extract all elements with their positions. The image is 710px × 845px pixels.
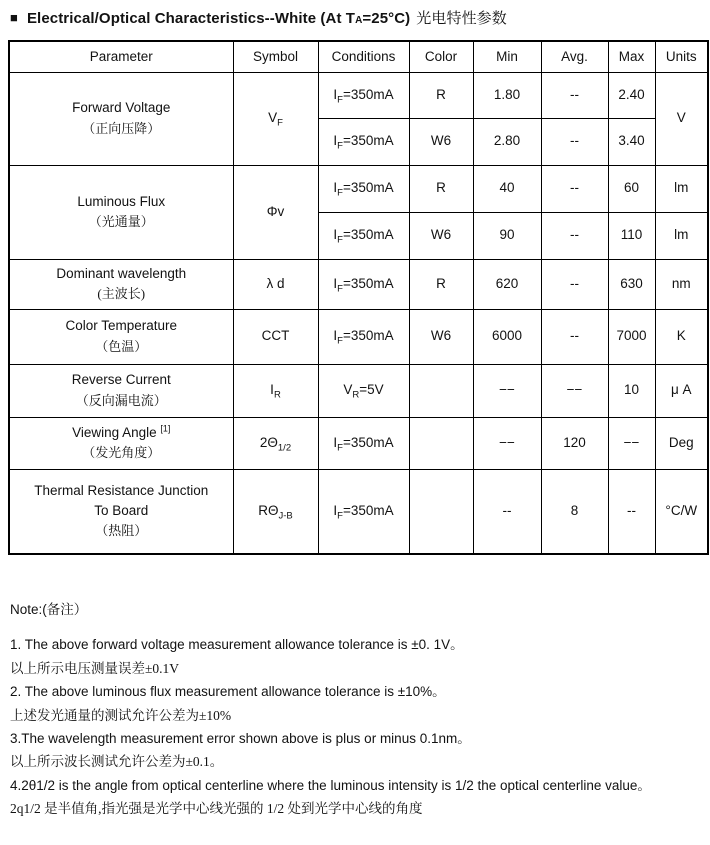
condition: $V_R=5V$ xyxy=(318,364,409,417)
title-subscript-a: A xyxy=(355,15,363,26)
condition: $I_F=350mA$ xyxy=(318,309,409,364)
table-body xyxy=(9,72,708,554)
section-title-text: Electrical/Optical Characteristics--White (At T xyxy=(26,10,356,27)
symbol-ir: $I_R$ xyxy=(233,364,318,417)
max-value: 10 xyxy=(608,364,655,417)
param-thermal-resistance: Thermal Resistance Junction To Board （热阻） xyxy=(9,469,233,554)
max-value: 7000 xyxy=(608,309,655,364)
section-bullet-icon: ■ xyxy=(10,10,18,25)
min-value: −− xyxy=(473,417,541,469)
avg-value: -- xyxy=(541,165,608,212)
note-line: 2. The above luminous flux measurement allowance tolerance is ±10%。 xyxy=(10,684,446,700)
min-value: −− xyxy=(473,364,541,417)
avg-value: -- xyxy=(541,118,608,165)
units-value: K xyxy=(655,309,708,364)
color-bin: R xyxy=(409,72,473,118)
table-row xyxy=(9,469,708,554)
table-row xyxy=(9,72,708,118)
max-value: 60 xyxy=(608,165,655,212)
min-value: 2.80 xyxy=(473,118,541,165)
color-bin: W6 xyxy=(409,309,473,364)
col-header-min: Min xyxy=(473,41,541,72)
units-value: nm xyxy=(655,259,708,309)
param-luminous-flux: Luminous Flux （光通量） xyxy=(9,165,233,259)
units-value: °C/W xyxy=(655,469,708,554)
note-line: 以上所示波长测试允许公差为±0.1。 xyxy=(10,754,224,770)
symbol-rtheta-jb: $R\Theta_{J-B}$ xyxy=(233,469,318,554)
max-value: 630 xyxy=(608,259,655,309)
symbol-lambda-d: λ d xyxy=(233,259,318,309)
units-value: V xyxy=(655,72,708,165)
avg-value: -- xyxy=(541,259,608,309)
condition: $I_F=350mA$ xyxy=(318,212,409,259)
col-header-avg: Avg. xyxy=(541,41,608,72)
color-bin xyxy=(409,417,473,469)
color-bin: R xyxy=(409,259,473,309)
symbol-2theta: $2\Theta_{1/2}$ xyxy=(233,417,318,469)
color-bin: R xyxy=(409,165,473,212)
condition: $I_F=350mA$ xyxy=(318,259,409,309)
param-reverse-current: Reverse Current （反向漏电流） xyxy=(9,364,233,417)
max-value: 110 xyxy=(608,212,655,259)
symbol-phiv: Φv xyxy=(233,165,318,259)
avg-value: 120 xyxy=(541,417,608,469)
condition: $I_F=350mA$ xyxy=(318,72,409,118)
max-value: -- xyxy=(608,469,655,554)
condition: $I_F=350mA$ xyxy=(318,469,409,554)
avg-value: -- xyxy=(541,212,608,259)
min-value: 90 xyxy=(473,212,541,259)
note-line: 2q1/2 是半值角,指光强是光学中心线光强的 1/2 处到光学中心线的角度 xyxy=(10,801,423,817)
note-line: 1. The above forward voltage measurement allowance tolerance is ±0. 1V。 xyxy=(10,637,464,653)
note-line: 上述发光通量的测试允许公差为±10% xyxy=(10,707,232,723)
section-title xyxy=(10,7,507,28)
table-head xyxy=(9,41,708,72)
min-value: 40 xyxy=(473,165,541,212)
notes-section xyxy=(10,598,704,821)
param-color-temperature: Color Temperature （色温） xyxy=(9,309,233,364)
avg-value: -- xyxy=(541,72,608,118)
notes-heading: Note:(备注） xyxy=(10,602,88,617)
color-bin: W6 xyxy=(409,118,473,165)
col-header-max: Max xyxy=(608,41,655,72)
condition: $I_F=350mA$ xyxy=(318,165,409,212)
col-header-conditions: Conditions xyxy=(318,41,409,72)
units-value: lm xyxy=(655,165,708,212)
min-value: 1.80 xyxy=(473,72,541,118)
col-header-units: Units xyxy=(655,41,708,72)
max-value: −− xyxy=(608,417,655,469)
table-row xyxy=(9,309,708,364)
note-line: 以上所示电压测量误差±0.1V xyxy=(10,660,180,676)
table-row xyxy=(9,364,708,417)
table-row xyxy=(9,259,708,309)
note-line: 3.The wavelength measurement error shown above is plus or minus 0.1nm。 xyxy=(10,731,471,747)
min-value: 6000 xyxy=(473,309,541,364)
max-value: 2.40 xyxy=(608,72,655,118)
min-value: -- xyxy=(473,469,541,554)
avg-value: −− xyxy=(541,364,608,417)
color-bin: W6 xyxy=(409,212,473,259)
header-row xyxy=(9,41,708,72)
section-title-text-end: =25°C) xyxy=(362,10,411,27)
units-value: lm xyxy=(655,212,708,259)
color-bin xyxy=(409,469,473,554)
col-header-symbol: Symbol xyxy=(233,41,318,72)
condition: $I_F=350mA$ xyxy=(318,118,409,165)
table-row xyxy=(9,417,708,469)
color-bin xyxy=(409,364,473,417)
table-row xyxy=(9,165,708,212)
avg-value: -- xyxy=(541,309,608,364)
max-value: 3.40 xyxy=(608,118,655,165)
notes-lines xyxy=(10,633,704,820)
condition: $I_F=350mA$ xyxy=(318,417,409,469)
section-title-chinese: 光电特性参数 xyxy=(416,10,507,27)
avg-value: 8 xyxy=(541,469,608,554)
characteristics-table xyxy=(8,40,709,555)
symbol-vf: $V_F$ xyxy=(233,72,318,165)
col-header-color: Color xyxy=(409,41,473,72)
param-viewing-angle: Viewing Angle [1] （发光角度） xyxy=(9,417,233,469)
symbol-cct: CCT xyxy=(233,309,318,364)
col-header-parameter: Parameter xyxy=(9,41,233,72)
units-value: μ A xyxy=(655,364,708,417)
units-value: Deg xyxy=(655,417,708,469)
note-line: 4.2θ1/2 is the angle from optical centerline where the luminous intensity is 1/2 the optical centerline value。 xyxy=(10,777,651,793)
param-forward-voltage: Forward Voltage （正向压降） xyxy=(9,72,233,165)
min-value: 620 xyxy=(473,259,541,309)
param-dominant-wavelength: Dominant wavelength (主波长) xyxy=(9,259,233,309)
